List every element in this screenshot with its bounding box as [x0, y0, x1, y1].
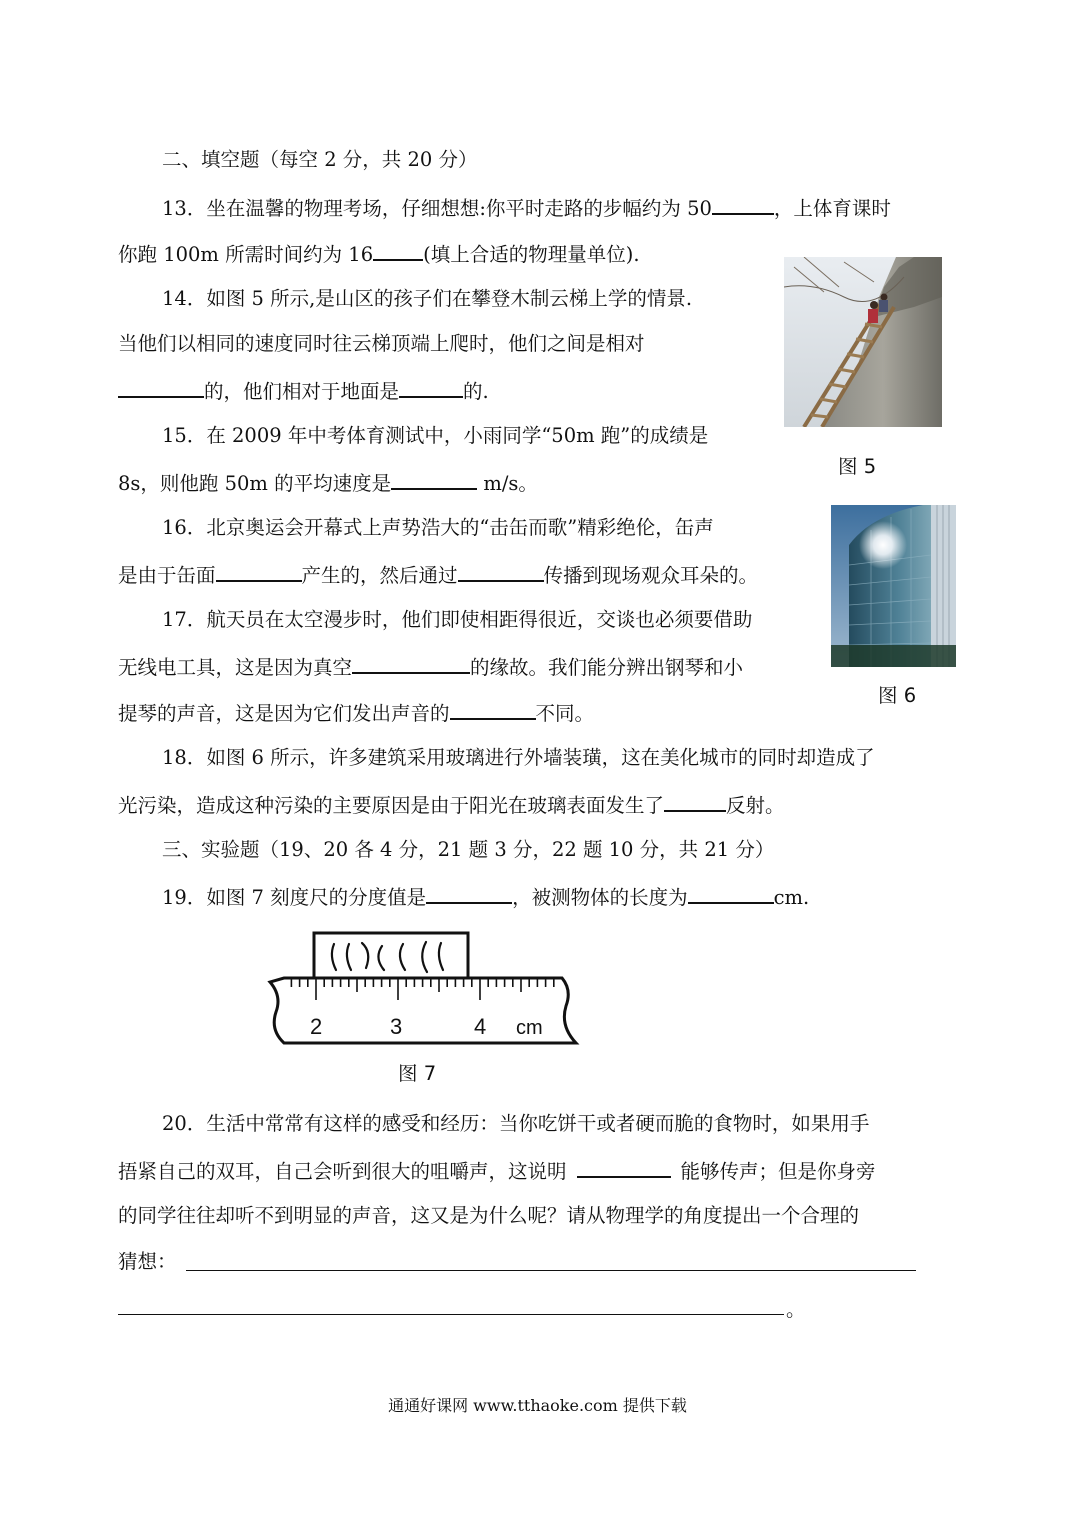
- question-20-line-3: 的同学往往却听不到明显的声音，这又是为什么呢？请从物理学的角度提出一个合理的: [118, 1204, 860, 1227]
- q19-text-b: ，被测物体的长度为: [512, 886, 688, 909]
- q13-text-b: ，上体育课时: [773, 197, 891, 220]
- q17-text-b: 的缘故。我们能分辨出钢琴和小: [470, 656, 744, 679]
- measured-object: [314, 933, 468, 978]
- figure-6-photo: [831, 505, 956, 667]
- figure-7-ruler-diagram: [266, 930, 582, 1050]
- q13-blank-1[interactable]: [712, 195, 774, 215]
- q20-blank-1[interactable]: [577, 1158, 671, 1178]
- figure-5-caption: 图 5: [838, 455, 877, 478]
- unit-label: cm: [516, 1017, 543, 1039]
- q14-text-b: 的.: [463, 380, 489, 403]
- question-19-line-1: [162, 884, 809, 910]
- question-16-line-1: 16．北京奥运会开幕式上声势浩大的“击缶而歌”精彩绝伦，缶声: [162, 516, 714, 539]
- q17-blank-1[interactable]: [352, 654, 470, 674]
- question-15-line-2: [118, 470, 538, 496]
- q20-answer-line-2[interactable]: [118, 1314, 784, 1315]
- q19-blank-1[interactable]: [426, 884, 512, 904]
- q14-text-a: 的，他们相对于地面是: [204, 380, 400, 403]
- section-2-heading: 二、填空题（每空 2 分，共 20 分）: [162, 148, 478, 171]
- tick-label-2: 2: [310, 1014, 323, 1039]
- question-20-guess-label: 猜想：: [118, 1250, 177, 1273]
- q19-blank-2[interactable]: [688, 884, 774, 904]
- question-13-line-1: [162, 195, 891, 221]
- q17-text-a: 无线电工具，这是因为真空: [118, 656, 353, 679]
- figure-5-photo: [784, 257, 942, 427]
- q14-blank-1[interactable]: [118, 378, 204, 398]
- q15-blank-1[interactable]: [391, 470, 477, 490]
- section-3-heading: 三、实验题（19、20 各 4 分，21 题 3 分，22 题 10 分，共 21 分）: [162, 838, 775, 861]
- question-17-line-1: 17．航天员在太空漫步时，他们即使相距得很近，交谈也必须要借助: [162, 608, 753, 631]
- q15-text-b: m/s。: [477, 472, 538, 495]
- question-20-line-2: [118, 1158, 876, 1184]
- question-15-line-1: 15．在 2009 年中考体育测试中，小雨同学“50m 跑”的成绩是: [162, 424, 709, 447]
- question-16-line-2: [118, 562, 758, 588]
- q16-text-c: 传播到现场观众耳朵的。: [543, 564, 759, 587]
- figure-6-caption: 图 6: [878, 684, 917, 707]
- question-18-line-2: [118, 792, 785, 818]
- q19-text-c: cm.: [773, 886, 810, 909]
- question-14-line-1: 14．如图 5 所示,是山区的孩子们在攀登木制云梯上学的情景.: [162, 287, 693, 310]
- question-18-line-1: 18．如图 6 所示，许多建筑采用玻璃进行外墙装璜，这在美化城市的同时却造成了: [162, 746, 875, 769]
- q17-text-d: 不同。: [535, 702, 595, 725]
- tick-label-4: 4: [474, 1014, 487, 1039]
- question-17-line-3: [118, 700, 594, 726]
- q19-text-a: 19．如图 7 刻度尺的分度值是: [162, 886, 427, 909]
- q13-text-c: 你跑 100m 所需时间约为 16: [118, 243, 374, 266]
- q13-text-d: (填上合适的物理量单位).: [423, 243, 640, 266]
- q18-text-a: 光污染，造成这种污染的主要原因是由于阳光在玻璃表面发生了: [118, 794, 665, 817]
- q18-blank-1[interactable]: [664, 792, 726, 812]
- q13-text-a: 13．坐在温馨的物理考场，仔细想想:你平时走路的步幅约为 50: [162, 197, 712, 220]
- q20-end-punctuation: 。: [786, 1298, 806, 1321]
- question-17-line-2: [118, 654, 743, 680]
- q20-text-a: 捂紧自己的双耳，自己会听到很大的咀嚼声，这说明: [118, 1160, 567, 1183]
- q14-blank-2[interactable]: [399, 378, 463, 398]
- q20-text-b: 能够传声；但是你身旁: [680, 1160, 876, 1183]
- page-footer: 通通好课网 www.tthaoke.com 提供下载: [388, 1396, 687, 1415]
- question-13-line-2: [118, 241, 640, 267]
- q16-blank-2[interactable]: [458, 562, 544, 582]
- q20-answer-line-1[interactable]: [186, 1270, 916, 1271]
- q17-blank-2[interactable]: [450, 700, 536, 720]
- question-14-line-2: 当他们以相同的速度同时往云梯顶端上爬时，他们之间是相对: [118, 332, 645, 355]
- q18-text-b: 反射。: [726, 794, 785, 817]
- question-20-line-1: 20．生活中常常有这样的感受和经历：当你吃饼干或者硬而脆的食物时，如果用手: [162, 1112, 870, 1135]
- question-14-line-3: [118, 378, 489, 404]
- q15-text-a: 8s，则他跑 50m 的平均速度是: [118, 472, 392, 495]
- tick-label-3: 3: [390, 1014, 403, 1039]
- figure-7-caption: 图 7: [398, 1062, 437, 1085]
- q13-blank-2[interactable]: [373, 241, 423, 261]
- q17-text-c: 提琴的声音，这是因为它们发出声音的: [118, 702, 450, 725]
- q16-text-b: 产生的，然后通过: [301, 564, 458, 587]
- q16-blank-1[interactable]: [216, 562, 302, 582]
- q16-text-a: 是由于缶面: [118, 564, 216, 587]
